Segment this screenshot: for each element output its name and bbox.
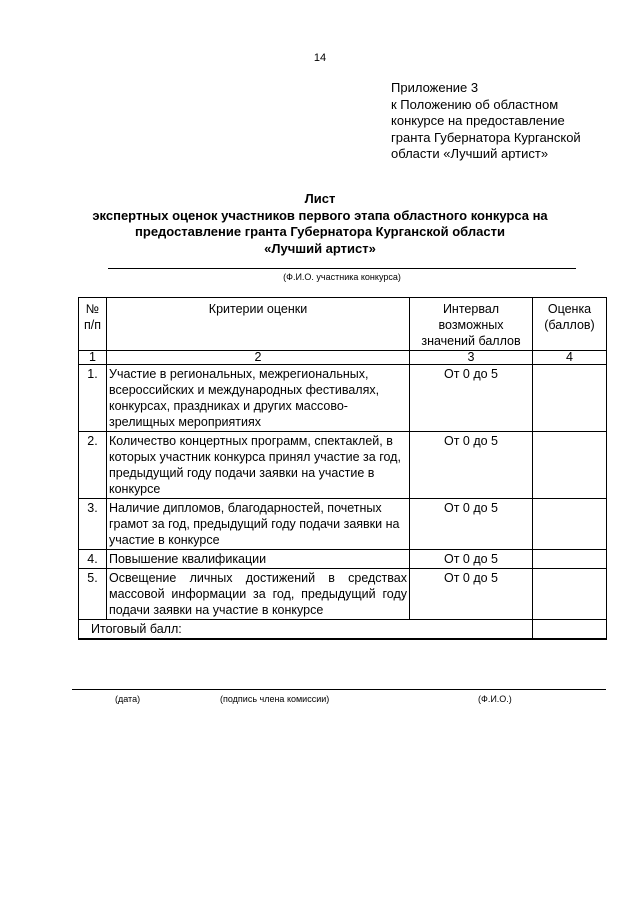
- date-caption: (дата): [115, 694, 141, 704]
- appendix-note: [391, 80, 621, 163]
- header-range: Интервал возможных значений баллов: [410, 298, 533, 351]
- column-index: 2: [107, 351, 410, 365]
- criterion-text: Освещение личных достижений в средствах массовой информации за год, предыдущий году подачи заявки на участие в конкурсе: [107, 569, 410, 620]
- total-row: [79, 620, 607, 640]
- criterion-text: Повышение квалификации: [107, 550, 410, 569]
- table-row: [79, 432, 607, 499]
- range-value: От 0 до 5: [410, 550, 533, 569]
- criterion-text: Участие в региональных, межрегиональных, всероссийских и международных фестивалях, конкурсах, праздниках и других массово-зрелищных мероприятиях: [107, 365, 410, 432]
- appendix-line: Приложение 3: [391, 80, 479, 95]
- title-line: предоставление гранта Губернатора Курганской области: [135, 224, 505, 239]
- row-number: 4.: [79, 550, 107, 569]
- range-value: От 0 до 5: [410, 569, 533, 620]
- column-index: 4: [533, 351, 607, 365]
- table-row: [79, 365, 607, 432]
- row-number: 1.: [79, 365, 107, 432]
- column-index: 1: [79, 351, 107, 365]
- title-line: экспертных оценок участников первого этапа областного конкурса на: [92, 207, 548, 223]
- appendix-line: конкурсе на предоставление: [391, 113, 565, 128]
- header-criteria: Критерии оценки: [107, 298, 410, 351]
- criteria-table: [78, 297, 607, 640]
- appendix-line: гранта Губернатора Курганской: [391, 129, 581, 145]
- range-value: От 0 до 5: [410, 432, 533, 499]
- score-cell[interactable]: [533, 550, 607, 569]
- participant-name-caption: (Ф.И.О. участника конкурса): [283, 272, 401, 282]
- appendix-line: к Положению об областном: [391, 96, 559, 112]
- title-line: «Лучший артист»: [264, 240, 376, 256]
- range-value: От 0 до 5: [410, 499, 533, 550]
- table-row: [79, 569, 607, 620]
- fio-caption: (Ф.И.О.): [478, 694, 512, 704]
- score-cell[interactable]: [533, 365, 607, 432]
- row-number: 2.: [79, 432, 107, 499]
- criterion-text: Наличие дипломов, благодарностей, почетных грамот за год, предыдущий году подачи заявки на участие в конкурсе: [107, 499, 410, 550]
- column-index-row: [79, 351, 607, 365]
- score-cell[interactable]: [533, 569, 607, 620]
- header-score: Оценка (баллов): [533, 298, 607, 351]
- score-cell[interactable]: [533, 499, 607, 550]
- signature-caption: (подпись члена комиссии): [220, 694, 330, 704]
- total-score-cell[interactable]: [533, 620, 607, 640]
- document-title: [60, 191, 580, 257]
- range-value: От 0 до 5: [410, 365, 533, 432]
- page-number: 14: [313, 52, 327, 64]
- table-row: [79, 499, 607, 550]
- total-label: Итоговый балл:: [79, 620, 533, 640]
- column-index: 3: [410, 351, 533, 365]
- title-line: Лист: [304, 191, 336, 206]
- score-cell[interactable]: [533, 432, 607, 499]
- criterion-text: Количество концертных программ, спектаклей, в которых участник конкурса принял участие за год, предыдущий году подачи заявки на участие в конкурсе: [107, 432, 410, 499]
- row-number: 5.: [79, 569, 107, 620]
- header-num: № п/п: [79, 298, 107, 351]
- table-header-row: [79, 298, 607, 351]
- table-row: [79, 550, 607, 569]
- row-number: 3.: [79, 499, 107, 550]
- signature-line: [72, 689, 606, 690]
- participant-name-line: [108, 268, 576, 269]
- appendix-line: области «Лучший артист»: [391, 146, 549, 161]
